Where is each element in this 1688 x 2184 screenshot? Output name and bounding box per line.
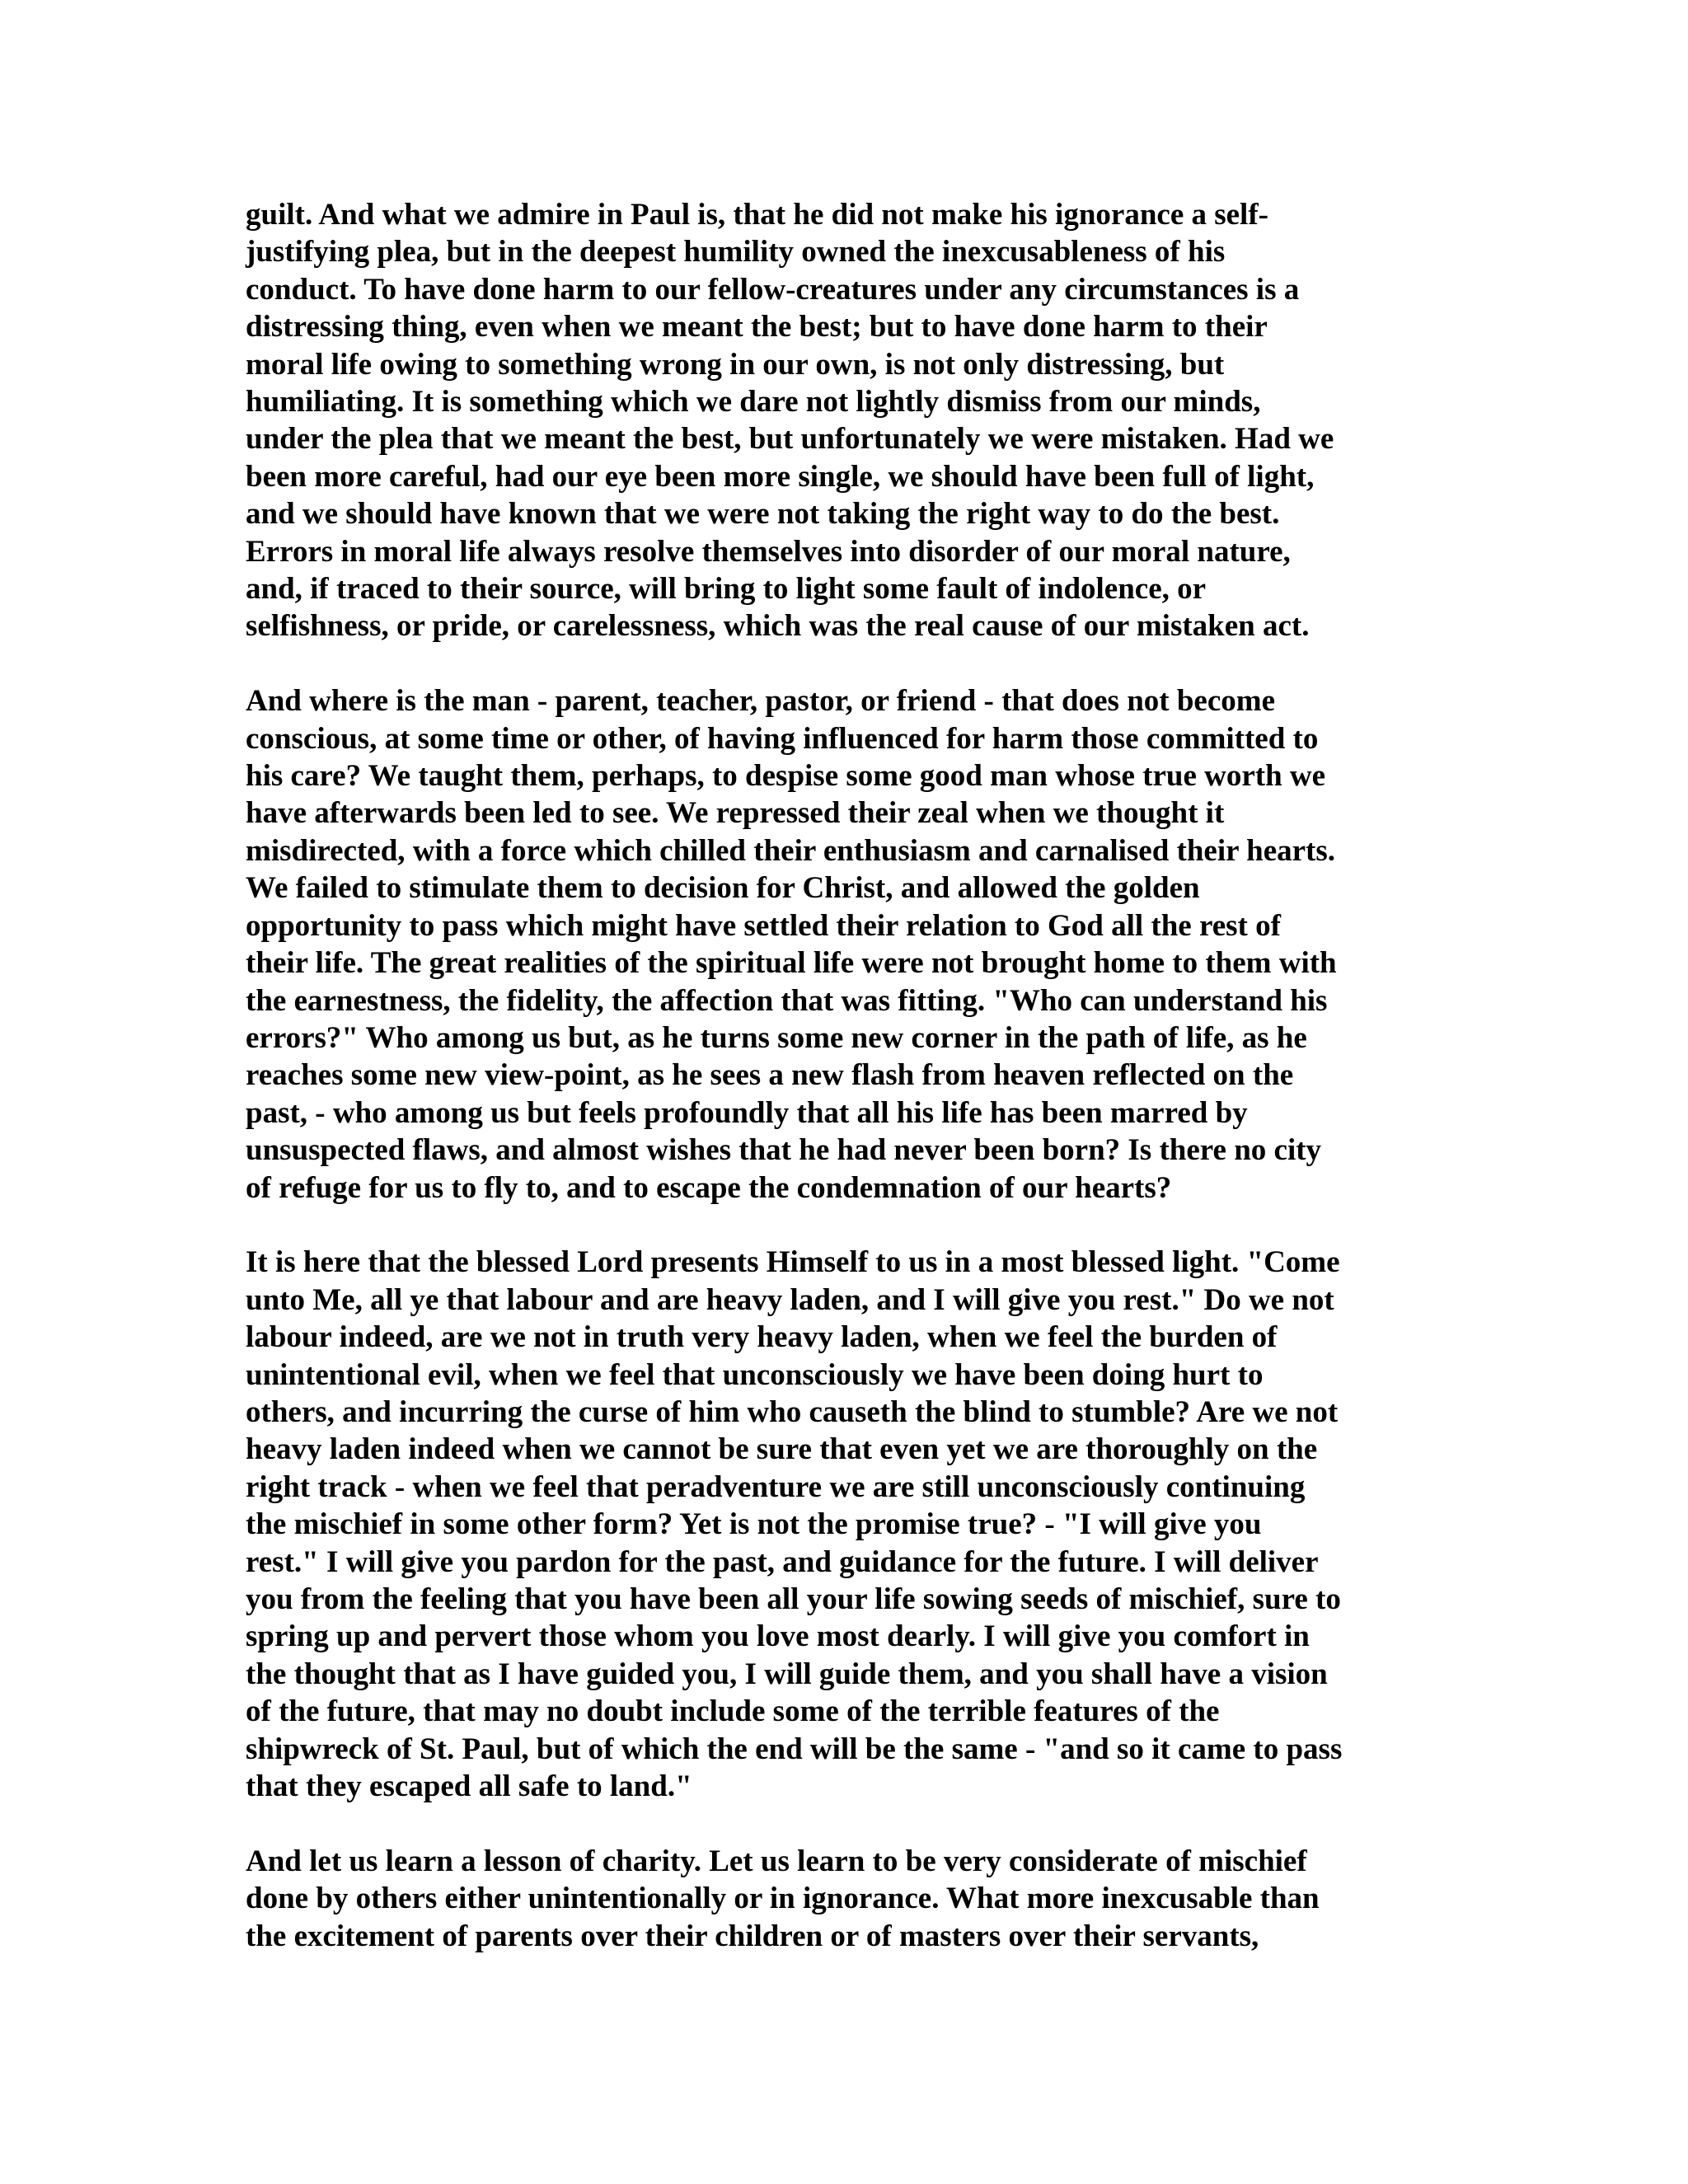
text-line: of refuge for us to fly to, and to escape the condemnation of our hearts?	[246, 1170, 1172, 1205]
text-line: unto Me, all ye that labour and are heavy laden, and I will give you rest." Do we not	[246, 1282, 1334, 1317]
text-line: the thought that as I have guided you, I will guide them, and you shall have a vision	[246, 1657, 1328, 1691]
text-line: selfishness, or pride, or carelessness, which was the real cause of our mistaken act.	[246, 609, 1310, 644]
paragraph-3	[246, 1244, 1441, 1805]
text-line: others, and incurring the curse of him who causeth the blind to stumble? Are we not	[246, 1394, 1339, 1429]
text-line: past, - who among us but feels profoundly that all his life has been marred by	[246, 1095, 1248, 1130]
text-line: opportunity to pass which might have settled their relation to God all the rest of	[246, 908, 1281, 943]
paragraph-1	[246, 196, 1441, 645]
text-line: distressing thing, even when we meant the best; but to have done harm to their	[246, 310, 1268, 344]
text-line: the earnestness, the fidelity, the affection that was fitting. "Who can understand his	[246, 983, 1328, 1018]
paragraph-gap	[246, 645, 1441, 682]
text-line: guilt. And what we admire in Paul is, that he did not make his ignorance a self-	[246, 198, 1268, 232]
text-line: humiliating. It is something which we dare not lightly dismiss from our minds,	[246, 385, 1261, 419]
text-line: done by others either unintentionally or in ignorance. What more inexcusable than	[246, 1882, 1320, 1916]
text-line: have afterwards been led to see. We repressed their zeal when we thought it	[246, 796, 1225, 831]
text-line: rest." I will give you pardon for the past, and guidance for the future. I will deliver	[246, 1544, 1319, 1579]
text-line: And where is the man - parent, teacher, pastor, or friend - that does not become	[246, 684, 1276, 719]
body-text	[246, 196, 1441, 1955]
text-line: his care? We taught them, perhaps, to despise some good man whose true worth we	[246, 759, 1326, 794]
paragraph-2	[246, 682, 1441, 1207]
text-line: that they escaped all safe to land."	[246, 1769, 692, 1804]
text-line: reaches some new view-point, as he sees a new flash from heaven reflected on the	[246, 1058, 1294, 1093]
text-line: conscious, at some time or other, of having influenced for harm those committed to	[246, 721, 1319, 756]
text-line: of the future, that may no doubt include some of the terrible features of the	[246, 1694, 1220, 1729]
text-line: justifying plea, but in the deepest humility owned the inexcusableness of his	[246, 235, 1226, 269]
paragraph-gap	[246, 1207, 1441, 1244]
text-line: and we should have known that we were not taking the right way to do the best.	[246, 497, 1280, 532]
text-line: errors?" Who among us but, as he turns some new corner in the path of life, as he	[246, 1020, 1307, 1055]
text-line: and, if traced to their source, will bring to light some fault of indolence, or	[246, 572, 1207, 607]
text-line: moral life owing to something wrong in our own, is not only distressing, but	[246, 347, 1225, 382]
text-line: labour indeed, are we not in truth very heavy laden, when we feel the burden of	[246, 1320, 1278, 1355]
text-line: unintentional evil, when we feel that unconsciously we have been doing hurt to	[246, 1357, 1264, 1392]
text-line: you from the feeling that you have been all your life sowing seeds of mischief, sure to	[246, 1582, 1341, 1616]
text-line: right track - when we feel that peradventure we are still unconsciously continuing	[246, 1469, 1306, 1504]
text-line: heavy laden indeed when we cannot be sure that even yet we are thoroughly on the	[246, 1432, 1318, 1467]
text-line: It is here that the blessed Lord presents Himself to us in a most blessed light. "Come	[246, 1245, 1340, 1280]
text-line: We failed to stimulate them to decision for Christ, and allowed the golden	[246, 871, 1200, 906]
text-line: misdirected, with a force which chilled their enthusiasm and carnalised their hearts.	[246, 833, 1336, 868]
text-line: their life. The great realities of the spiritual life were not brought home to them with	[246, 946, 1337, 981]
text-line: under the plea that we meant the best, but unfortunately we were mistaken. Had we	[246, 422, 1334, 457]
text-line: shipwreck of St. Paul, but of which the end will be the same - "and so it came to pass	[246, 1732, 1343, 1766]
text-line: the mischief in some other form? Yet is not the promise true? - "I will give you	[246, 1507, 1262, 1542]
text-line: spring up and pervert those whom you love most dearly. I will give you comfort in	[246, 1619, 1310, 1654]
paragraph-4	[246, 1843, 1441, 1955]
text-line: Errors in moral life always resolve themselves into disorder of our moral nature,	[246, 534, 1291, 569]
text-line: the excitement of parents over their children or of masters over their servants,	[246, 1919, 1259, 1953]
paragraph-gap	[246, 1805, 1441, 1842]
text-line: been more careful, had our eye been more single, we should have been full of light,	[246, 459, 1315, 494]
text-line: And let us learn a lesson of charity. Let us learn to be very considerate of mischief	[246, 1844, 1307, 1878]
text-line: unsuspected flaws, and almost wishes that he had never been born? Is there no city	[246, 1133, 1322, 1168]
text-line: conduct. To have done harm to our fellow-creatures under any circumstances is a	[246, 272, 1300, 307]
